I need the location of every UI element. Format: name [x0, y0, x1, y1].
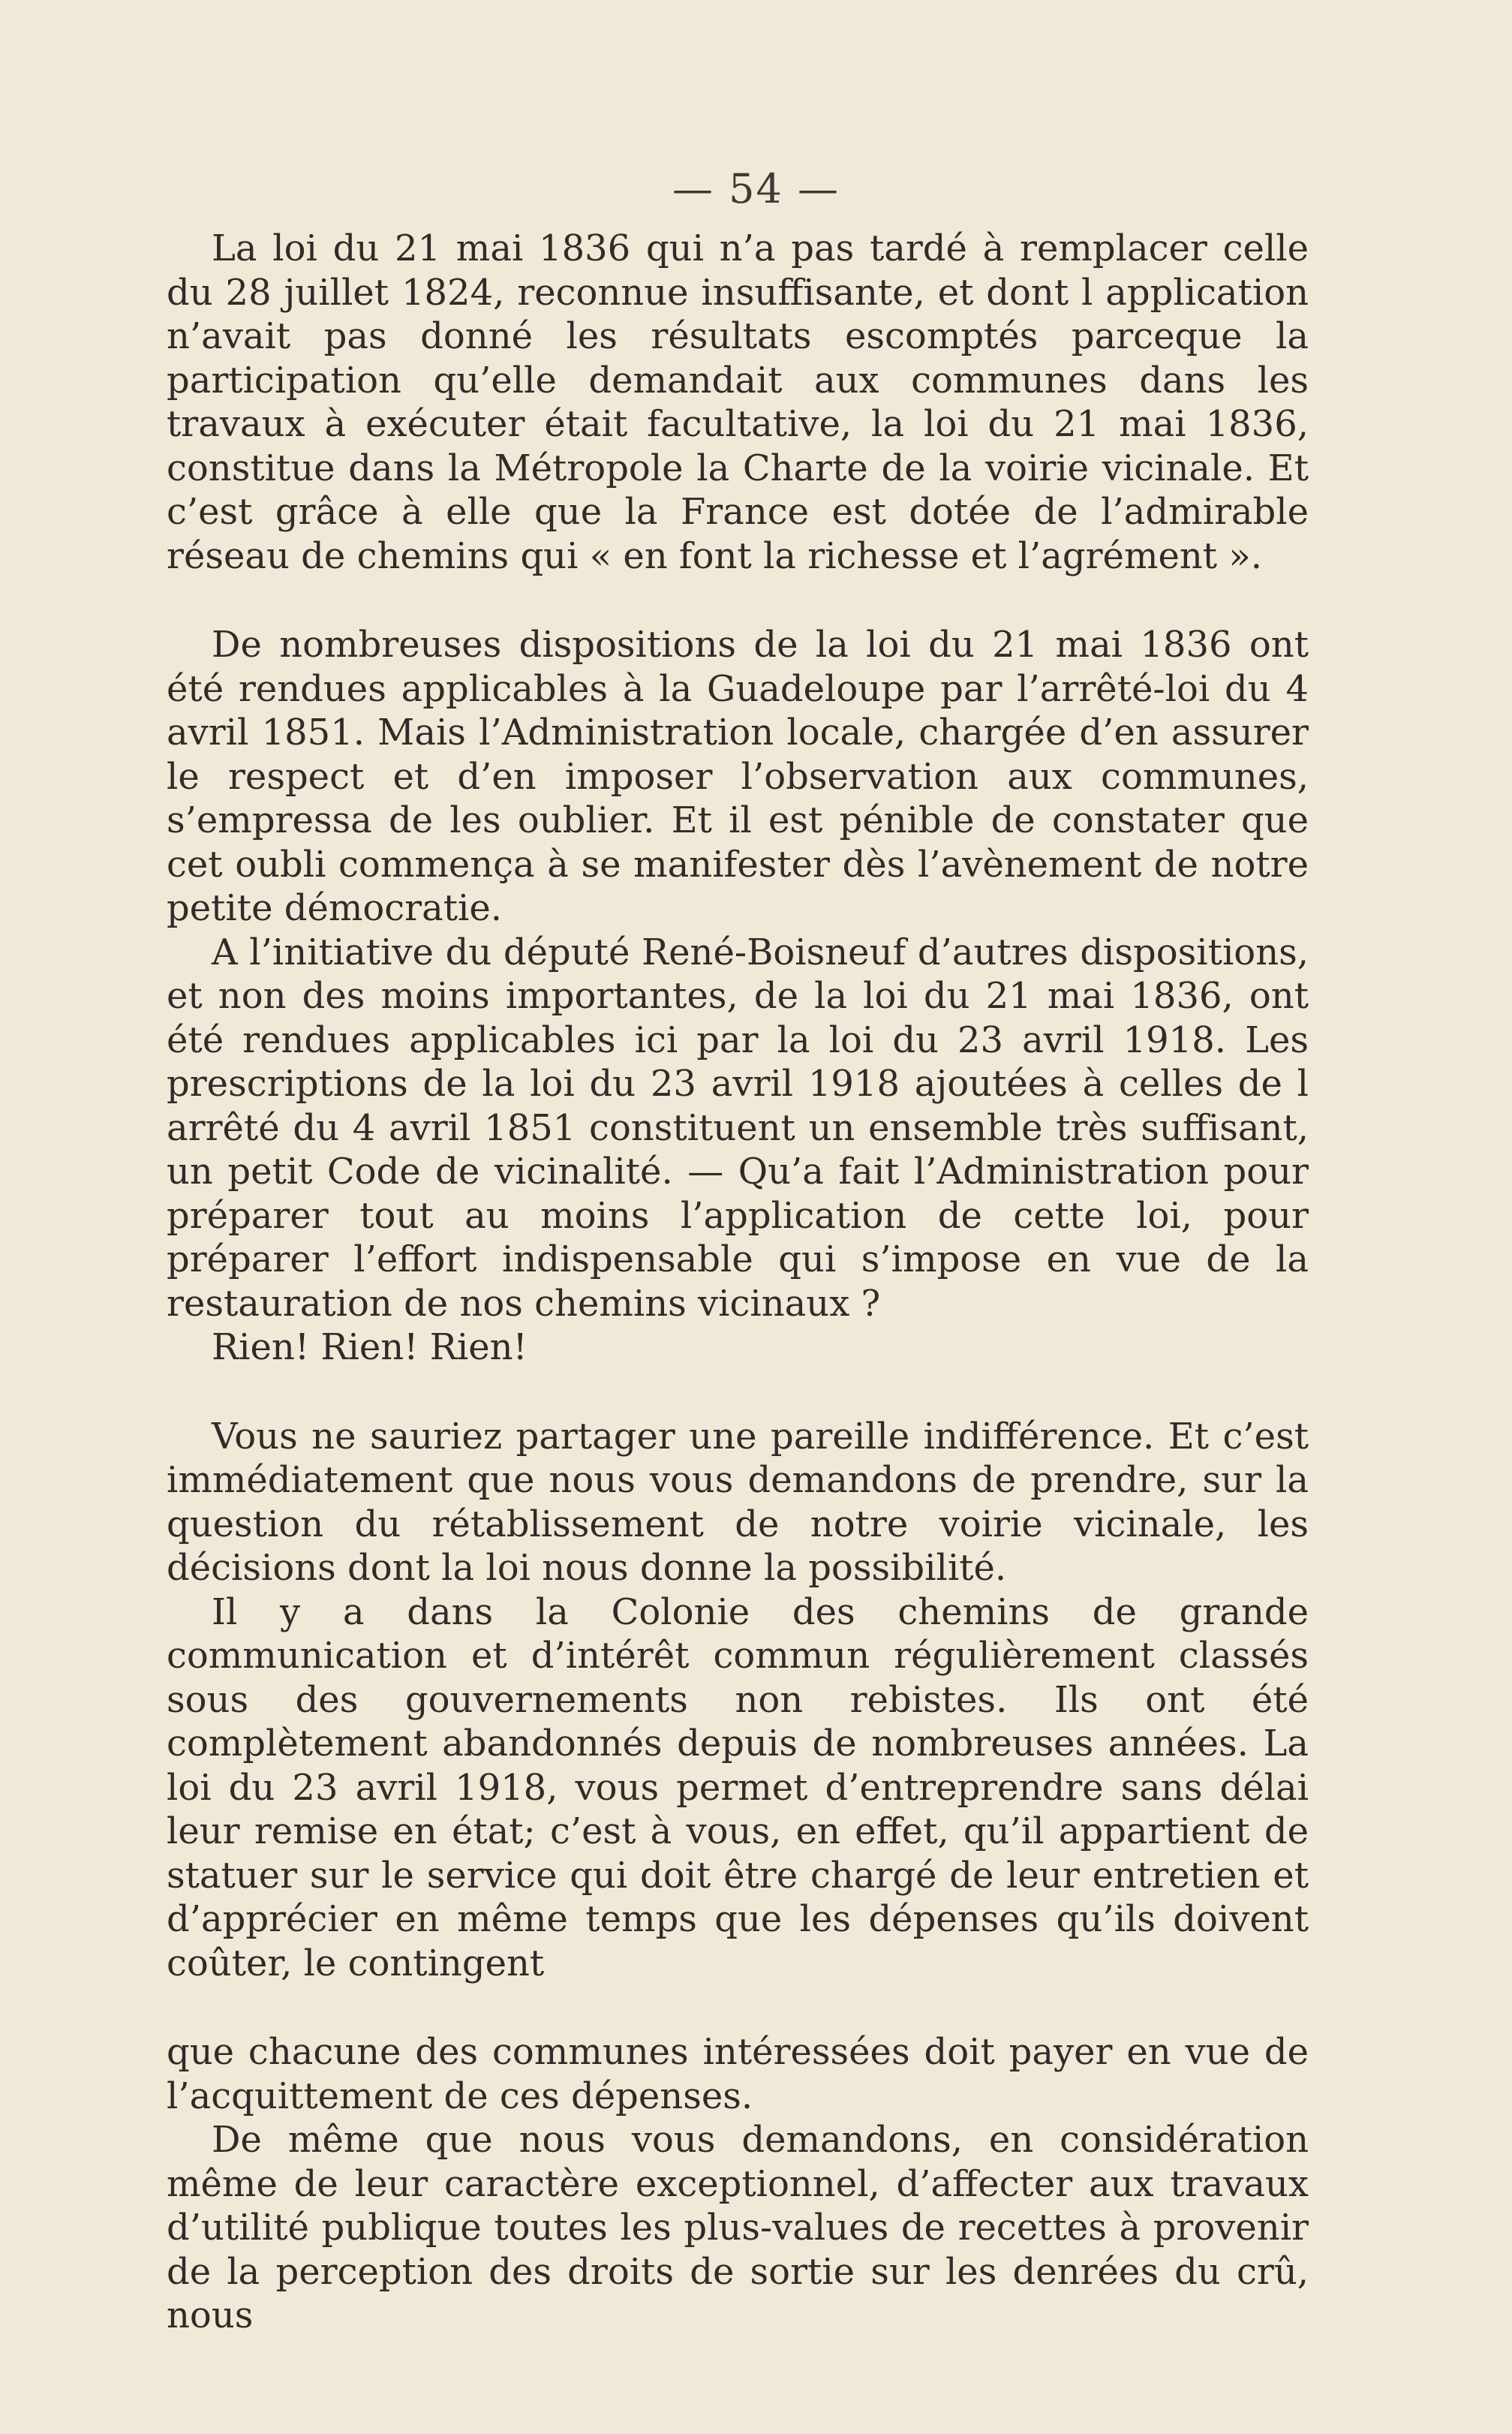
paragraph-chemins-communication: Il y a dans la Colonie des chemins de grande communication et d’intérêt commun régulièrement classés sous des gouvernements non rebistes. Ils ont été complètement abandonnés depuis de nombreuses années. La loi du 23 avril 1918, vous permet d’entreprendre sans délai leur remise en état; c’est à vous, en effet, qu’il appartient de statuer sur le service qui doit être chargé de leur entretien et d’apprécier en même temps que les dépenses qu’ils doivent coûter, le contingent	[167, 1590, 1309, 1984]
paragraph-indifference: Vous ne sauriez partager une pareille indifférence. Et c’est immédiatement que nous vous demandons de prendre, sur la question du rétablissement de notre voirie vicinale, les décisions dont la loi nous donne la possibilité.	[167, 1415, 1309, 1589]
paragraph-dispositions: De nombreuses dispositions de la loi du 21 mai 1836 ont été rendues applicables à la Guadeloupe par l’arrêté-loi du 4 avril 1851. Mais l’Administration locale, chargée d’en assurer le respect et d’en imposer l’observation aux communes, s’empressa de les oublier. Et il est pénible de constater que cet oubli commença à se manifester dès l’avènement de notre petite démocratie.	[167, 624, 1309, 929]
paragraph-contingent-communes: que chacune des communes intéressées doit payer en vue de l’acquittement de ces dépenses.	[167, 2031, 1309, 2117]
page-number: — 54 —	[672, 165, 840, 212]
paragraph-initiative-depute: A l’initiative du député René-Boisneuf d’autres dispositions, et non des moins importantes, de la loi du 21 mai 1836, ont été rendues applicables ici par la loi du 23 avril 1918. Les prescriptions de la loi du 23 avril 1918 ajoutées à celles de l arrêté du 4 avril 1851 constituent un ensemble très suffisant, un petit Code de vicinalité. — Qu’a fait l’Administration pour préparer tout au moins l’application de cette loi, pour préparer l’effort indispensable qui s’impose en vue de la restauration de nos chemins vicinaux ?	[167, 931, 1309, 1325]
paragraph-loi-1836: La loi du 21 mai 1836 qui n’a pas tardé à remplacer celle du 28 juillet 1824, reconnue insuffisante, et dont l application n’avait pas donné les résultats escomptés parceque la participation qu’elle demandait aux communes dans les travaux à exécuter était facultative, la loi du 21 mai 1836, constitue dans la Métropole la Charte de la voirie vicinale. Et c’est grâce à elle que la France est dotée de l’admirable réseau de chemins qui « en font la richesse et l’agrément ».	[167, 227, 1309, 577]
paragraph-plus-values: De même que nous vous demandons, en considération même de leur caractère exceptionnel, d’affecter aux travaux d’utilité publique toutes les plus-values de recettes à provenir de la perception des droits de sortie sur les denrées du crû, nous	[167, 2119, 1309, 2336]
paragraph-rien: Rien! Rien! Rien!	[212, 1326, 528, 1368]
body-text	[167, 227, 1309, 2338]
